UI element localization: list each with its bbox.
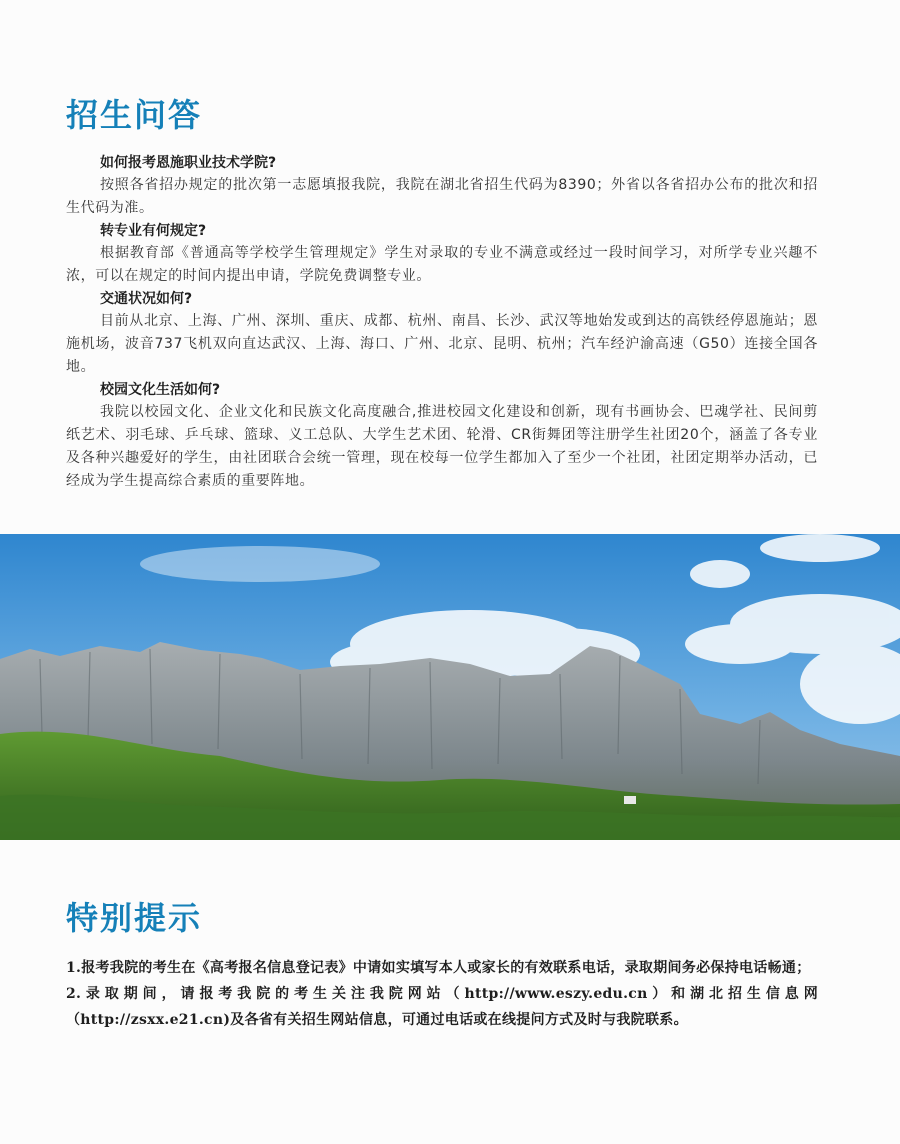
question-2: 转专业有何规定? [100,223,207,239]
answer-1: 按照各省招办规定的批次第一志愿填报我院，我院在湖北省招生代码为8390；外省以各省招办公布的批次和招生代码为准。 [66,177,818,216]
landscape-photo [0,534,900,840]
answer-3: 目前从北京、上海、广州、深圳、重庆、成都、杭州、南昌、长沙、武汉等地始发或到达的高铁经停恩施站；恩施机场，波音737飞机双向直达武汉、上海、海口、广州、北京、昆明、杭州；汽车经沪渝高速（G50）连接全国各地。 [66,313,818,375]
question-3: 交通状况如何? [100,291,193,307]
answer-2: 根据教育部《普通高等学校学生管理规定》学生对录取的专业不满意或经过一段时间学习，对所学专业兴趣不浓，可以在规定的时间内提出申请，学院免费调整专业。 [66,245,818,284]
section-title-tips: 特别提示 [66,899,203,937]
tips-list [66,955,818,1033]
qa-list [66,152,818,493]
tip-1: 1.报考我院的考生在《高考报名信息登记表》中请如实填写本人或家长的有效联系电话，录取期间务必保持电话畅通； [66,960,811,976]
question-4: 校园文化生活如何? [100,382,221,398]
section-title-qa: 招生问答 [66,96,203,134]
landscape-illustration [0,534,900,840]
building [624,796,636,804]
answer-4: 我院以校园文化、企业文化和民族文化高度融合,推进校园文化建设和创新，现有书画协会、巴魂学社、民间剪纸艺术、羽毛球、乒乓球、篮球、义工总队、大学生艺术团、轮滑、CR街舞团等注册学生社团20个，涵盖了各专业及各种兴趣爱好的学生，由社团联合会统一管理，现在校每一位学生都加入了至少一个社团，社团定期举办活动，已经成为学生提高综合素质的重要阵地。 [66,404,818,489]
question-1: 如何报考恩施职业技术学院? [100,155,277,171]
tip-2: 2.录取期间，请报考我院的考生关注我院网站（http://www.eszy.edu.cn）和湖北招生信息网（http://zsxx.e21.cn)及各省有关招生网站信息，可通过电话或在线提问方式及时与我院联系。 [66,986,818,1028]
